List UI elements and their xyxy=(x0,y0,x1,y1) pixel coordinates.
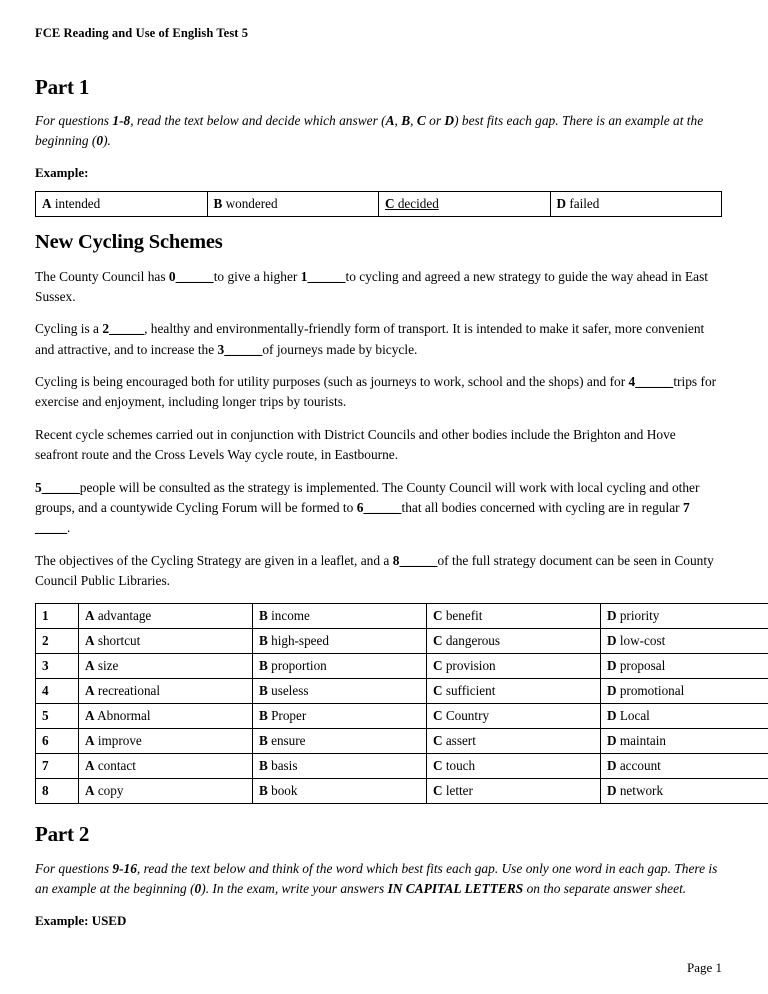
passage-paragraph: The County Council has 0 _____ to give a higher 1 _____ to cycling and agreed a new strategy to guide the way ahead in East Sussex. xyxy=(35,268,709,304)
option-letter-d: D xyxy=(444,113,455,129)
options-table-body xyxy=(36,604,768,804)
table-row xyxy=(36,654,768,679)
example-option-cell xyxy=(207,191,379,216)
option-cell: B Proper xyxy=(253,704,427,729)
example-option-text: C decided xyxy=(385,195,439,211)
option-cell: D low-cost xyxy=(601,629,768,654)
option-cell: A shortcut xyxy=(79,629,253,654)
question-number-cell: 1 xyxy=(36,604,79,629)
separator-1: , xyxy=(394,113,402,129)
separator-2: , xyxy=(410,113,417,129)
option-letter: C xyxy=(433,708,443,724)
gap-number: 8 xyxy=(392,552,400,568)
option-cell: B high-speed xyxy=(253,629,427,654)
option-cell: B useless xyxy=(253,679,427,704)
option-letter: A xyxy=(85,608,95,624)
part2-instructions-suffix: on tho separate answer sheet. xyxy=(523,880,687,896)
option-cell: B ensure xyxy=(253,729,427,754)
answer-gap: _____ xyxy=(109,321,145,337)
passage-paragraph: The objectives of the Cycling Strategy are given in a leaflet, and a 8 _____ of the full strategy document can be seen in County Council Public Libraries. xyxy=(35,552,714,589)
gap-number: 3 xyxy=(217,341,225,357)
option-cell: B proportion xyxy=(253,654,427,679)
option-letter: D xyxy=(607,783,617,799)
part1-example-label: Example: xyxy=(35,165,89,181)
separator-3: or xyxy=(425,113,445,129)
option-letter: B xyxy=(259,733,268,749)
option-letter: A xyxy=(85,658,95,674)
part2-section xyxy=(35,822,722,928)
answer-gap: _____ xyxy=(41,479,80,495)
part2-instructions-prefix: For questions xyxy=(35,860,113,876)
table-row xyxy=(36,754,768,779)
option-cell: A recreational xyxy=(79,679,253,704)
option-cell: C assert xyxy=(427,729,601,754)
option-letter-a: A xyxy=(385,113,395,129)
option-letter: B xyxy=(259,633,268,649)
question-number-cell: 8 xyxy=(36,779,79,804)
option-letter-c: C xyxy=(416,113,426,129)
option-letter: D xyxy=(607,633,617,649)
option-cell: C benefit xyxy=(427,604,601,629)
option-cell: D maintain xyxy=(601,729,768,754)
option-letter: B xyxy=(259,608,268,624)
option-letter: A xyxy=(85,758,95,774)
part2-example-label: Example: USED xyxy=(35,912,127,928)
option-letter: D xyxy=(607,733,617,749)
option-cell: D priority xyxy=(601,604,768,629)
option-letter: A xyxy=(85,708,95,724)
part2-example-number: 0 xyxy=(194,880,202,896)
answer-gap: _____ xyxy=(399,552,438,568)
part2-question-range: 9-16 xyxy=(112,860,137,876)
page-number-footer: Page 1 xyxy=(686,960,722,976)
gap-number: 5 xyxy=(35,479,42,495)
answer-gap: _____ xyxy=(35,520,67,536)
option-letter: B xyxy=(213,195,223,211)
option-cell: B income xyxy=(253,604,427,629)
part1-heading: Part 1 xyxy=(35,75,90,99)
option-letter: C xyxy=(433,633,443,649)
option-letter: D xyxy=(607,683,617,699)
passage-paragraph: Cycling is a 2 _____, healthy and environmentally-friendly form of transport. It is intended to make it safer, more convenient and attractive, and to increase the 3 _____ of journeys made by bicycle. xyxy=(35,321,705,357)
option-cell: C sufficient xyxy=(427,679,601,704)
question-number-cell: 4 xyxy=(36,679,79,704)
passage-paragraph: Cycling is being encouraged both for utility purposes (such as journeys to work, school and the shops) and for 4 _____ trips for exercise and enjoyment, including longer trips by tourists. xyxy=(35,374,717,410)
example-option-cell xyxy=(550,191,722,216)
example-options-table xyxy=(35,191,722,217)
passage-body xyxy=(35,267,722,592)
gap-number: 6 xyxy=(356,499,364,515)
option-cell: A contact xyxy=(79,754,253,779)
option-letter: D xyxy=(607,658,617,674)
option-letter-b: B xyxy=(401,113,411,129)
example-option-text: D failed xyxy=(556,195,600,211)
option-letter: D xyxy=(607,708,617,724)
table-row xyxy=(36,704,768,729)
option-cell: B book xyxy=(253,779,427,804)
part2-instructions-mid2: ). In the exam, write your answers xyxy=(201,880,388,896)
question-number-cell: 6 xyxy=(36,729,79,754)
option-cell: C provision xyxy=(427,654,601,679)
answer-gap: _____ xyxy=(224,341,263,357)
table-row xyxy=(36,729,768,754)
option-cell: D promotional xyxy=(601,679,768,704)
option-letter: C xyxy=(433,783,443,799)
option-letter: A xyxy=(85,683,95,699)
question-number-cell: 7 xyxy=(36,754,79,779)
example-option-text: B wondered xyxy=(213,195,278,211)
passage-title: New Cycling Schemes xyxy=(35,230,223,253)
option-cell: C letter xyxy=(427,779,601,804)
capital-letters-emphasis: IN CAPITAL LETTERS xyxy=(387,880,524,896)
example-option-text: A intended xyxy=(42,195,101,211)
option-letter: B xyxy=(259,708,268,724)
example-table-body xyxy=(36,191,722,216)
question-number-cell: 5 xyxy=(36,704,79,729)
option-letter: B xyxy=(259,783,268,799)
part2-heading: Part 2 xyxy=(35,822,90,847)
option-cell: B basis xyxy=(253,754,427,779)
option-letter: C xyxy=(433,733,443,749)
option-cell: A size xyxy=(79,654,253,679)
gap-number: 0 xyxy=(168,268,176,284)
option-cell: D proposal xyxy=(601,654,768,679)
option-letter: B xyxy=(259,683,268,699)
option-letter: D xyxy=(607,758,617,774)
instructions-question-range: 1-8 xyxy=(112,113,131,129)
gap-number: 2 xyxy=(102,321,110,337)
option-cell: A Abnormal xyxy=(79,704,253,729)
gap-number: 1 xyxy=(300,268,308,284)
example-option-cell xyxy=(36,191,208,216)
instructions-example-number: 0 xyxy=(96,133,104,149)
option-letter: A xyxy=(42,195,52,211)
example-option-cell xyxy=(379,191,551,216)
table-row xyxy=(36,629,768,654)
option-cell: D network xyxy=(601,779,768,804)
question-number-cell: 2 xyxy=(36,629,79,654)
question-number-cell: 3 xyxy=(36,654,79,679)
option-letter: B xyxy=(259,658,268,674)
option-letter: C xyxy=(433,683,443,699)
table-row xyxy=(36,779,768,804)
table-row xyxy=(36,604,768,629)
part2-instructions-mid1: , read the text below and think of the word which best fits each gap. Use only one word in each gap. There is an example at the beginning ( xyxy=(35,860,718,896)
option-letter: C xyxy=(433,758,443,774)
option-letter: A xyxy=(85,733,95,749)
gap-number: 4 xyxy=(628,374,636,390)
instructions-prefix: For questions xyxy=(35,113,113,129)
option-letter: A xyxy=(85,633,95,649)
instructions-mid2: ) best fits each gap. There is an example at the beginning ( xyxy=(35,113,704,149)
option-letter: C xyxy=(385,195,395,211)
gap-number: 7 xyxy=(682,499,690,515)
instructions-mid1: , read the text below and decide which answer ( xyxy=(130,113,386,129)
option-letter: D xyxy=(556,195,567,211)
option-cell: C Country xyxy=(427,704,601,729)
table-row xyxy=(36,679,768,704)
option-cell: A advantage xyxy=(79,604,253,629)
answer-gap: _____ xyxy=(175,268,214,284)
answer-gap: _____ xyxy=(307,268,346,284)
option-letter: B xyxy=(259,758,268,774)
option-cell: A copy xyxy=(79,779,253,804)
passage-paragraph: 5 _____ people will be consulted as the strategy is implemented. The County Council will work with local cycling and other groups, and a countywide Cycling Forum will be formed to 6 _____ that all bodies concerned with cycling are in regular 7 _____. xyxy=(35,479,700,536)
option-cell: C dangerous xyxy=(427,629,601,654)
option-cell: D account xyxy=(601,754,768,779)
answer-gap: _____ xyxy=(635,374,674,390)
option-cell: D Local xyxy=(601,704,768,729)
passage-paragraph: Recent cycle schemes carried out in conjunction with District Councils and other bodies include the Brighton and Hove seafront route and the Cross Levels Way cycle route, in Eastbourne. xyxy=(35,426,676,463)
document-header: FCE Reading and Use of English Test 5 xyxy=(35,26,249,40)
part1-instructions xyxy=(35,111,722,151)
question-options-table xyxy=(35,603,768,804)
table-row xyxy=(36,191,722,216)
answer-gap: _____ xyxy=(363,499,402,515)
instructions-suffix: ). xyxy=(103,133,111,149)
option-cell: C touch xyxy=(427,754,601,779)
option-letter: D xyxy=(607,608,617,624)
option-letter: A xyxy=(85,783,95,799)
option-letter: C xyxy=(433,658,443,674)
part2-instructions xyxy=(35,859,722,899)
option-cell: A improve xyxy=(79,729,253,754)
option-letter: C xyxy=(433,608,443,624)
